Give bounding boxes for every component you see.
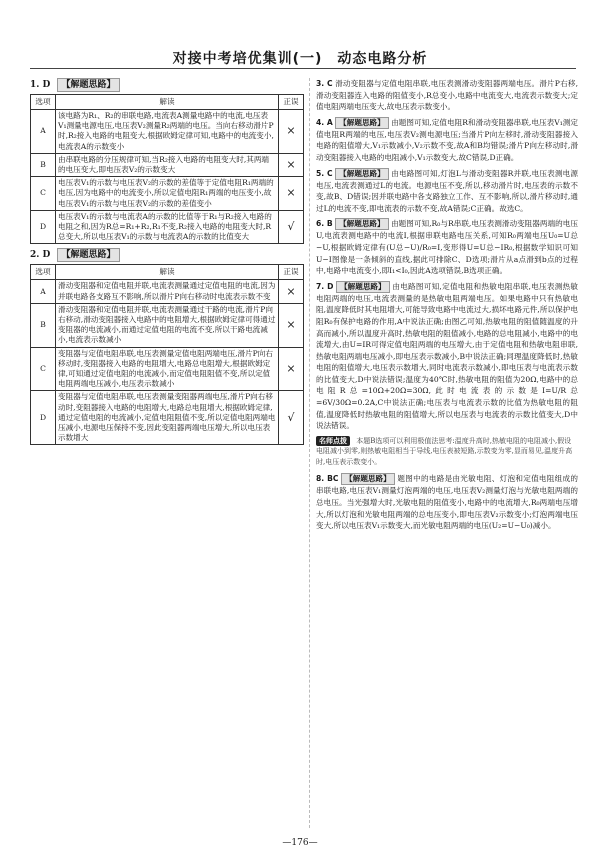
left-column bbox=[30, 78, 304, 449]
tip-badge: 名师点拨 bbox=[316, 436, 350, 447]
answer-text: 由题图可知,R₀与R串联,电压表测滑动变阻器两端的电压U,电流表测电路中的电流I,根据串联电路电压关系,可知R₀两端电压U₀=U总−U,根据欧姆定律有(U总−U)/R₀=I,变形得U=U总−IR₀,根据数学知识可知U−I图像是一条倾斜的直线,据此可排除C、D选项;滑片从a点滑到b点的过程中,电路中电流变小,即I₁<I₀,因此A选项错误,B选项正确。 bbox=[316, 219, 578, 276]
answer-text: 由题图可知,定值电阻R和滑动变阻器串联,电压表V₁测定值电阻R两端的电压,电压表V₂测电源电压;当滑片P向左移时,滑动变阻器接入电路的阻值增大,V₁示数减小,V₂示数不变,故A和B均错误;滑片P向左移动时,滑动变阻器接入电路的电阻减小,V₁示数变大,故C错误,D正确。 bbox=[316, 117, 578, 162]
teacher-tip bbox=[316, 436, 578, 468]
page-title: 对接中考培优集训(一) 动态电路分析 bbox=[172, 51, 428, 67]
answer-number: 8. BC bbox=[316, 474, 339, 484]
q1-col-explanation: 解读 bbox=[56, 95, 279, 110]
q2-row-option: A bbox=[31, 280, 56, 303]
answer-number: 7. D bbox=[316, 281, 334, 291]
q1-table bbox=[30, 94, 304, 244]
table-row bbox=[31, 177, 304, 211]
q1-row-option: A bbox=[31, 110, 56, 154]
q1-row-option: D bbox=[31, 210, 56, 244]
table-row bbox=[31, 153, 304, 176]
q1-row-mark: × bbox=[279, 153, 304, 176]
q2-label: 2. D bbox=[30, 250, 51, 261]
answer-paragraph-4 bbox=[316, 117, 578, 164]
q2-col-option: 选项 bbox=[31, 265, 56, 280]
q1-col-option: 选项 bbox=[31, 95, 56, 110]
right-column bbox=[316, 78, 578, 536]
answer-number: 6. B bbox=[316, 219, 333, 229]
answer-tag: 【解题思路】 bbox=[336, 281, 390, 293]
title-rule bbox=[30, 68, 576, 69]
q1-header bbox=[30, 78, 304, 92]
q2-row-mark: × bbox=[279, 347, 304, 391]
q2-col-judgement: 正误 bbox=[279, 265, 304, 280]
q2-row-mark: √ bbox=[279, 391, 304, 445]
q1-row-mark: √ bbox=[279, 210, 304, 244]
q2-row-option: C bbox=[31, 347, 56, 391]
answer-paragraph-3 bbox=[316, 78, 578, 113]
table-row bbox=[31, 391, 304, 445]
answer-paragraph-6 bbox=[316, 218, 578, 276]
answer-text: 滑动变阻器与定值电阻串联,电压表测滑动变阻器两端电压。滑片P右移,滑动变阻器连入电路的阻值变小,R总变小,电路中电流变大,电流表示数变大;定值电阻两端电压变大,故电压表示数变小。 bbox=[316, 79, 578, 112]
answer-number: 3. C bbox=[316, 79, 333, 88]
q1-col-judgement: 正误 bbox=[279, 95, 304, 110]
q1-row-mark: × bbox=[279, 110, 304, 154]
q1-row-mark: × bbox=[279, 177, 304, 211]
answer-paragraph-7 bbox=[316, 281, 578, 432]
answer-tag: 【解题思路】 bbox=[335, 218, 389, 230]
q2-header-row bbox=[31, 265, 304, 280]
answer-text: 由电路图可知,灯泡L与滑动变阻器R并联,电压表测电源电压,电流表测通过L的电流。电源电压不变,所以,移动滑片时,电压表的示数不变,故B、D错误;因并联电路中各支路独立工作、互不影响,所以,滑片移动时,通过L的电流不变,即电流表的示数不变,故A错误;C正确。故选C。 bbox=[316, 168, 578, 213]
q1-row-text: 电压表V₁的示数与电压表V₂的示数的差值等于定值电阻R₁两端的电压,因为电路中的电流变小,所以定值电阻R₁两端的电压变小,故电压表V₁的示数与电压表V₂的示数的差值变小 bbox=[56, 177, 279, 211]
answer-tag: 【解题思路】 bbox=[335, 168, 389, 180]
q2-table bbox=[30, 264, 304, 445]
q1-row-text: 电压表V₁的示数与电流表A的示数的比值等于R₁与R₂接入电路的电阻之和,因为R总=R₁+R₂,R₁不变,R₂接入电路的电阻变大时,R总变大,所以电压表V₁的示数与电流表A的示数的比值变大 bbox=[56, 210, 279, 244]
table-row bbox=[31, 210, 304, 244]
q2-row-mark: × bbox=[279, 303, 304, 347]
q1-label: 1. D bbox=[30, 80, 51, 90]
q1-header-row bbox=[31, 95, 304, 110]
answer-paragraph-8 bbox=[316, 473, 578, 531]
page-number: —176— bbox=[282, 838, 318, 848]
answer-number: 4. A bbox=[316, 117, 333, 127]
q2-row-text: 滑动变阻器和定值电阻并联,电流表测量通过定值电阻的电流,因为并联电路各支路互不影响,所以滑片P向右移动时电流表示数不变 bbox=[56, 280, 279, 303]
q1-row-text: 由串联电路的分压规律可知,当R₂接入电路的电阻变大时,其两端的电压变大,即电压表V₂的示数变大 bbox=[56, 153, 279, 176]
q2-row-option: B bbox=[31, 303, 56, 347]
answer-tag: 【解题思路】 bbox=[335, 117, 389, 129]
answer-text: 由电路图可知,定值电阻和热敏电阻串联,电压表测热敏电阻两端的电压,电流表测量的是热敏电阻两端电压。如果电路中只有热敏电阻,温度降低时其电阻增大,可能导致电路中电流过大,损坏电路元件,所以保护电阻R₀有保护电路的作用,A中说法正确;由图乙可知,热敏电阻的阻值随温度的升高而减小,所以温度升高时,热敏电阻的阻值减小,电路的总电阻减小,电路中的电流增大,由U=IR可得定值电阻两端的电压增大,由于定值电阻和热敏电阻串联,热敏电阻两端电压减小,即电压表示数减小,B中说法正确;同理温度降低时,热敏电阻的阻值增大,电压表示数增大,同时电流表示数减小,即电压表与电流表示数的比值变大,D中说法错误;温度为40℃时,热敏电阻的阻值为20Ω,电路中的总电阻R总=10Ω+20Ω=30Ω,此时电流表的示数是I=U/R总=6V/30Ω=0.2A,C中说法正确;电压表与电流表示数的比值为热敏电阻的阻值,温度降低时热敏电阻的阻值增大,所以电压表与电流表的示数比值变大,D中说法错误。 bbox=[316, 281, 579, 431]
answer-text: 题图中的电路是由光敏电阻、灯泡和定值电阻组成的串联电路,电压表V₁测量灯泡两端的电压,电压表V₂测量灯泡与光敏电阻两端的总电压。当光强增大时,光敏电阻的阻值变小,电路中的电流增大,R₀两端电压增大,所以灯泡和光敏电阻两端的总电压变小,即电压表V₂示数变小;灯泡两端电压变大,所以电压表V₁示数变大,而光敏电阻两端的电压(U₂=U−U₀)减小。 bbox=[316, 474, 578, 531]
q1-row-text: 该电路为R₁、R₂的串联电路,电流表A测量电路中的电流,电压表V₁测量电源电压,电压表V₂测量R₂两端的电压。当向右移动滑片P时,R₂接入电路的电阻变大,根据欧姆定律可知,电路中的电流变小,电流表A的示数变小 bbox=[56, 110, 279, 154]
answer-number: 5. C bbox=[316, 168, 333, 178]
answer-paragraph-5 bbox=[316, 168, 578, 215]
answer-tag: 【解题思路】 bbox=[341, 473, 395, 485]
table-row bbox=[31, 347, 304, 391]
q2-row-text: 变阻器与定值电阻串联,电压表测量定值电阻两端电压,滑片P向右移动时,变阻器接入电路的电阻增大,电路总电阻增大,根据欧姆定律,可知通过定值电阻的电流减小,而定值电阻阻值不变,所以定值电阻两端电压减小,电压表示数减小 bbox=[56, 347, 279, 391]
table-row bbox=[31, 280, 304, 303]
q1-row-option: C bbox=[31, 177, 56, 211]
q2-row-text: 滑动变阻器和定值电阻并联,电流表测量通过干路的电流,滑片P向右移动,滑动变阻器接入电路中的电阻增大,根据欧姆定律可得通过变阻器的电流减小,而通过定值电阻的电流不变,所以干路电流减小,电流表示数减小 bbox=[56, 303, 279, 347]
tip-text: 本题B选项可以利用极值法思考:温度升高时,热敏电阻的电阻减小,假设电阻减小到零,则热敏电阻相当于导线,电压表被短路,示数变为零,显而易见,温度升高时,电压表示数变小。 bbox=[316, 436, 573, 466]
q2-header bbox=[30, 248, 304, 262]
q2-row-option: D bbox=[31, 391, 56, 445]
q1-row-option: B bbox=[31, 153, 56, 176]
column-divider bbox=[309, 78, 310, 828]
q2-row-text: 变阻器与定值电阻串联,电压表测量变阻器两端电压,滑片P向右移动时,变阻器接入电路的电阻增大,电路总电阻增大,根据欧姆定律,通过定值电阻的电流减小,定值电阻阻值不变,所以定值电阻两端电压减小,电源电压保持不变,因此变阻器两端电压增大,所以电压表示数增大 bbox=[56, 391, 279, 445]
q2-row-mark: × bbox=[279, 280, 304, 303]
q2-tag: 【解题思路】 bbox=[57, 248, 119, 262]
table-row bbox=[31, 110, 304, 154]
q1-tag: 【解题思路】 bbox=[57, 78, 119, 92]
q2-col-explanation: 解读 bbox=[56, 265, 279, 280]
table-row bbox=[31, 303, 304, 347]
